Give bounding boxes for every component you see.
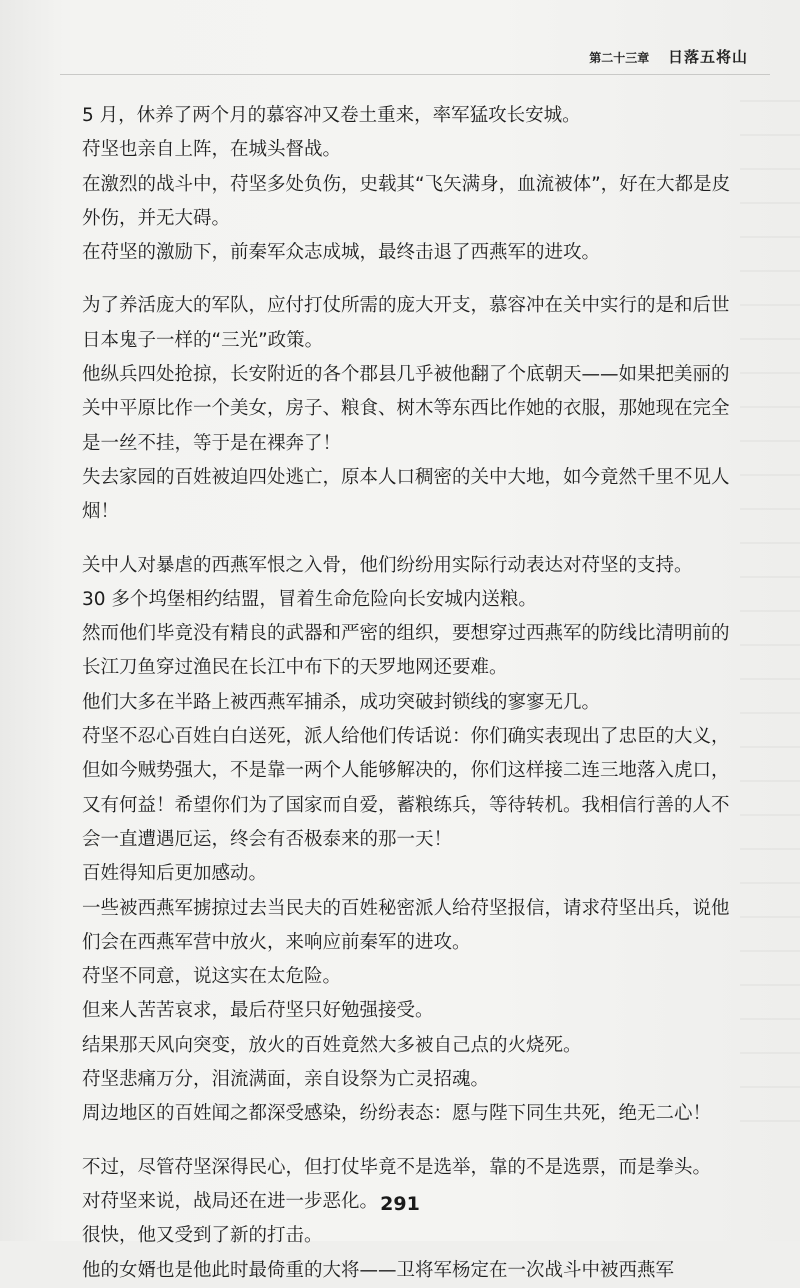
paragraph: 5 月，休养了两个月的慕容冲又卷土重来，率军猛攻长安城。 [82, 105, 581, 126]
paragraph: 30 多个坞堡相约结盟，冒着生命危险向长安城内送粮。 [82, 588, 537, 610]
paragraph: 对苻坚来说，战局还在进一步恶化。 [82, 1190, 379, 1212]
chapter-number: 第二十三章 [589, 51, 650, 65]
paragraph: 苻坚不同意，说这实在太危险。 [82, 966, 342, 988]
paragraph: 结果那天风向突变，放火的百姓竟然大多被自己点的火烧死。 [82, 1034, 582, 1056]
paragraph: 百姓得知后更加感动。 [82, 863, 268, 885]
paragraph: 苻坚不忍心百姓白白送死，派人给他们传话说：你们确实表现出了忠臣的大义，但如今贼势强大，不是靠一两个人能够解决的，你们这样接二连三地落入虎口，又有何益！希望你们为了国家而自爱，蓄粮练兵，等待转机。我相信行善的人不会一直遭遇厄运，终会有否极泰来的那一天！ [82, 726, 730, 850]
paragraph: 很快，他又受到了新的打击。 [82, 1225, 323, 1247]
paragraph: 苻坚悲痛万分，泪流满面，亲自设祭为亡灵招魂。 [82, 1069, 490, 1091]
section-gap [82, 1132, 742, 1151]
paragraph: 他纵兵四处抢掠，长安附近的各个郡县几乎被他翻了个底朝天——如果把美丽的关中平原比作一个美女，房子、粮食、树木等东西比作她的衣服，那她现在完全是一丝不挂，等于是在裸奔了！ [82, 364, 730, 454]
paragraph: 失去家园的百姓被迫四处逃亡，原本人口稠密的关中大地，如今竟然千里不见人烟！ [82, 466, 730, 523]
paragraph: 一些被西燕军掳掠过去当民夫的百姓秘密派人给苻坚报信，请求苻坚出兵，说他们会在西燕军营中放火，来响应前秦军的进攻。 [82, 897, 730, 953]
show-through-texture [740, 100, 800, 1150]
paragraph: 他们大多在半路上被西燕军捕杀，成功突破封锁线的寥寥无几。 [82, 691, 601, 713]
page-number: 291 [380, 1193, 420, 1215]
header-divider [60, 74, 770, 75]
paragraph: 为了养活庞大的军队，应付打仗所需的庞大开支，慕容冲在关中实行的是和后世日本鬼子一样的“三光”政策。 [82, 295, 730, 351]
body-text [82, 99, 742, 1288]
section-gap [82, 530, 742, 549]
chapter-title: 日落五将山 [667, 48, 748, 66]
paragraph: 不过，尽管苻坚深得民心，但打仗毕竟不是选举，靠的不是选票，而是拳头。 [82, 1156, 712, 1178]
paragraph: 苻坚也亲自上阵，在城头督战。 [82, 139, 342, 161]
section-gap [82, 270, 742, 289]
paragraph: 在苻坚的激励下，前秦军众志成城，最终击退了西燕军的进攻。 [82, 242, 601, 264]
paragraph: 在激烈的战斗中，苻坚多处负伤，史载其“飞矢满身，血流被体”，好在大都是皮外伤，并无大碍。 [82, 173, 731, 229]
paragraph: 然而他们毕竟没有精良的武器和严密的组织，要想穿过西燕军的防线比清明前的长江刀鱼穿过渔民在长江中布下的天罗地网还要难。 [82, 623, 730, 679]
paragraph: 关中人对暴虐的西燕军恨之入骨，他们纷纷用实际行动表达对苻坚的支持。 [82, 554, 693, 576]
running-header [589, 46, 748, 67]
paragraph: 但来人苦苦哀求，最后苻坚只好勉强接受。 [82, 1000, 434, 1022]
paragraph: 周边地区的百姓闻之都深受感染，纷纷表态：愿与陛下同生共死，绝无二心！ [82, 1103, 712, 1125]
paragraph: 他的女婿也是他此时最倚重的大将——卫将军杨定在一次战斗中被西燕军 [82, 1259, 675, 1281]
